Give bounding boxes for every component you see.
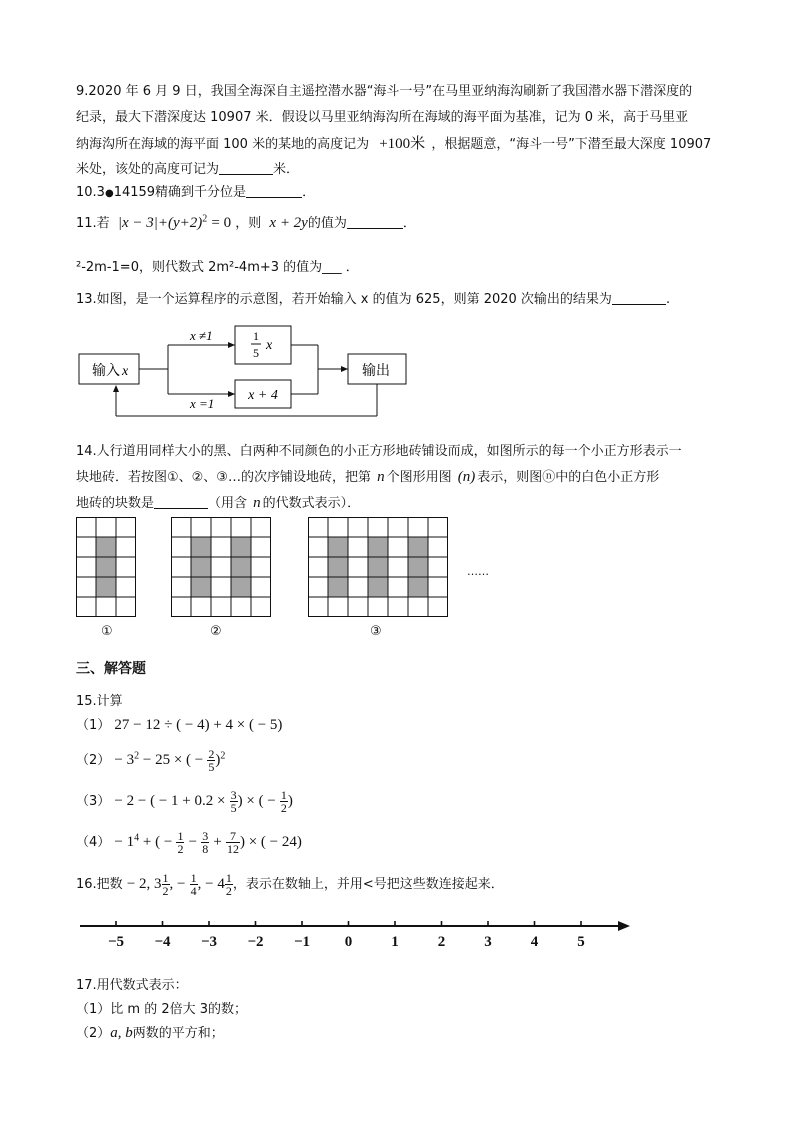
frac-den: 2 — [177, 842, 184, 856]
q9-answer-blank[interactable] — [219, 161, 273, 175]
q14-line3 — [76, 492, 360, 512]
q17-part2-vars: a, b — [110, 1025, 133, 1041]
dark-tile-column — [408, 537, 428, 597]
frac-den: 2 — [225, 884, 232, 898]
q15-part3-c: ) — [287, 793, 293, 809]
q11-eq: = 0 — [211, 215, 232, 231]
q14-grid-1 — [76, 517, 136, 617]
top-condition: x ≠1 — [190, 328, 213, 343]
bottom-box-expr: x + 4 — [248, 388, 278, 403]
q10-suffix: 精确到千分位是 — [155, 185, 247, 200]
q14-label-3: ③ — [370, 624, 382, 639]
q16-frac1 — [162, 872, 170, 897]
q15-part4-pow: 4 — [134, 832, 140, 844]
q9-line4-a: 米处，该处的高度可记为 — [76, 162, 220, 177]
q15-part3-label: （3） — [76, 794, 111, 809]
q14-grid-2 — [171, 517, 271, 617]
frac-num: 2 — [208, 747, 215, 761]
axis-tick-label: −5 — [107, 934, 125, 950]
q11-end: ． — [402, 216, 416, 231]
q15-part1-expr: 27 − 12 ÷ ( − 4) + 4 × ( − 5) — [114, 717, 283, 733]
frac-num: 1 — [177, 829, 184, 843]
q11 — [76, 212, 416, 232]
axis-tick-label: 3 — [484, 934, 492, 950]
q14-grid-3 — [308, 517, 448, 617]
q16-n3: , − 4 — [197, 876, 225, 892]
q10-dot: ● — [104, 188, 114, 199]
q15-part4-label: （4） — [76, 835, 111, 850]
q11-prefix: 11.若 — [76, 216, 110, 231]
frac-den: 8 — [202, 842, 209, 856]
q15-part3-a: − 2 − ( − 1 + 0.2 × — [114, 793, 226, 809]
q15-part4-frac2 — [201, 830, 209, 855]
q15-part2-pow2: 2 — [220, 750, 226, 762]
q14-line2 — [76, 466, 659, 486]
input-var: x — [122, 364, 129, 379]
q9-line4 — [76, 158, 299, 177]
q15-part2-b: − 25 × ( − — [139, 752, 204, 768]
axis-tick-label: −2 — [247, 934, 264, 950]
q16-n2: , − — [169, 876, 186, 892]
q14-line1: 14.人行道用同样大小的黑、白两种不同颜色的小正方形地砖铺设而成，如图所示的每一个小正方形表示一 — [76, 444, 682, 459]
frac-num: 1 — [190, 871, 197, 885]
q10-answer-blank[interactable] — [246, 184, 302, 198]
q15-part4 — [76, 830, 302, 855]
q15-title: 15.计算 — [76, 694, 123, 709]
axis-tick-label: 5 — [577, 934, 585, 950]
q10-end: ． — [302, 185, 316, 200]
output-label: 输出 — [362, 364, 390, 379]
q14-label-2: ② — [210, 624, 222, 639]
q13-text — [76, 288, 670, 307]
q15-part2 — [76, 748, 225, 773]
q14-n2: n — [253, 495, 261, 511]
frac-den: 5 — [208, 760, 215, 774]
q15-part4-b: + ( − — [139, 834, 173, 850]
q14-n: n — [377, 469, 385, 485]
frac-den: 2 — [280, 801, 287, 815]
q16-number-line — [76, 912, 636, 952]
top-box-denominator: 5 — [253, 346, 259, 360]
frac-den: 5 — [230, 801, 237, 815]
q15-part4-op2: + — [213, 834, 222, 850]
axis-tick-label: 0 — [344, 934, 353, 950]
q15-part2-label: （2） — [76, 753, 111, 768]
q15-part4-frac1 — [176, 830, 184, 855]
frac-num: 1 — [162, 871, 169, 885]
q10 — [76, 181, 315, 200]
q14-line2-c: 表示，则图ⓝ中的白色小正方形 — [477, 470, 660, 485]
frac-den: 2 — [162, 884, 169, 898]
q15-part1 — [76, 714, 282, 734]
q14-paren-n: (n) — [457, 469, 476, 485]
input-label: 输入 — [92, 364, 120, 379]
frac-den: 4 — [190, 884, 197, 898]
q11-then: ，则 — [235, 216, 262, 231]
q11-answer-blank[interactable] — [347, 215, 403, 229]
q9-line2: 纪录，最大下潜深度达 10907 米．假设以马里亚纳海沟所在海域的海平面为基准，记为 0 米，高于马里亚 — [76, 110, 689, 125]
q13-flow-diagram — [70, 318, 420, 422]
q16-prefix: 16.把数 — [76, 877, 123, 892]
axis-tick-label: 2 — [437, 934, 446, 950]
q15-part4-a: − 1 — [114, 834, 135, 850]
q14-line2-b: 个图形用图 — [386, 470, 452, 485]
q15-part3-frac2 — [280, 789, 288, 814]
q13-end: . — [665, 292, 671, 307]
frac-num: 1 — [225, 871, 232, 885]
dark-tile-column — [328, 537, 348, 597]
q15-part3-frac1 — [230, 789, 238, 814]
q14-ellipsis: …… — [467, 565, 489, 578]
q15-part3-b: ) × ( − — [237, 793, 276, 809]
q17-part2 — [76, 1022, 224, 1042]
q17-part1: （1）比 m 的 2倍大 3的数； — [76, 1002, 248, 1017]
top-box-var: x — [266, 338, 273, 353]
q15-part4-op1: − — [188, 834, 198, 850]
q16-suffix: ，表示在数轴上，并用<号把这些数连接起来． — [232, 877, 504, 892]
frac-num: 3 — [202, 829, 209, 843]
top-operation-box — [235, 326, 291, 364]
q9-line1: 9.2020 年 6 月 9 日，我国全海深自主遥控潜水器“海斗一号”在马里亚纳海沟刷新了我国潜水器下潜深度的 — [76, 84, 693, 99]
q9-line3-c: ，根据题意，“海斗一号”下潜至最大深度 10907 — [431, 137, 712, 152]
q14-line3-a: 地砖的块数是 — [76, 496, 155, 511]
dark-tile-column — [368, 537, 388, 597]
q16-n1: − 2, 3 — [126, 876, 162, 892]
q13-answer-blank[interactable] — [612, 291, 666, 305]
dark-tile-column — [231, 537, 251, 597]
dark-tile-column — [191, 537, 211, 597]
top-box-numerator: 1 — [253, 329, 259, 343]
q15-part1-label: （1） — [76, 718, 111, 733]
q10-prefix: 10.3 — [76, 185, 105, 200]
q14-answer-blank[interactable] — [154, 495, 208, 509]
q16-frac3 — [225, 872, 233, 897]
frac-den: 12 — [226, 842, 239, 856]
frac-num: 3 — [230, 788, 237, 802]
section-title: 三、解答题 — [76, 661, 146, 677]
q15-part3 — [76, 789, 293, 814]
frac-num: 1 — [280, 788, 287, 802]
q16 — [76, 872, 504, 897]
q17-part2-label: （2） — [76, 1026, 111, 1041]
q9-line3-a: 纳海沟所在海域的海平面 100 米的某地的高度记为 — [76, 137, 370, 152]
q15-part2-pow: 2 — [134, 750, 140, 762]
q15-part2-a: − 3 — [114, 752, 135, 768]
q11-value-text: 的值为 — [307, 216, 347, 231]
q11-expr: x + 2y — [269, 215, 308, 231]
q10-num: 14159 — [113, 185, 156, 200]
q11-power: 2 — [202, 213, 208, 225]
q15-part4-c: ) × ( − 24) — [239, 834, 302, 850]
q14-line2-a: 块地砖．若按图①、②、③…的次序铺设地砖，把第 — [76, 470, 371, 485]
q16-frac2 — [190, 872, 198, 897]
q14-line3-c: 的代数式表示）． — [262, 496, 361, 511]
q9-line3 — [76, 132, 711, 153]
q15-part4-frac3 — [226, 830, 240, 855]
bottom-condition: x =1 — [190, 396, 215, 411]
frac-num: 7 — [226, 830, 240, 843]
q17-title: 17.用代数式表示： — [76, 978, 188, 993]
q11-condition: |x − 3|+(y+2) — [117, 215, 203, 231]
axis-tick-label: −4 — [154, 934, 171, 950]
q9-line4-b: 米． — [273, 162, 300, 177]
axis-arrow — [618, 921, 630, 931]
q17-part2-text: 两数的平方和； — [132, 1026, 224, 1041]
axis-tick-label: −1 — [293, 934, 311, 950]
axis-tick-label: 4 — [530, 934, 539, 950]
q15-part2-c: ) — [215, 752, 221, 768]
axis-tick-label: 1 — [391, 934, 399, 950]
dark-tile-column — [96, 537, 116, 597]
q13-text-body: 13.如图，是一个运算程序的示意图，若开始输入 x 的值为 625，则第 2020 次输出的结果为 — [76, 292, 612, 307]
q9-plus100: +100米 — [379, 136, 426, 152]
axis-tick-label: −3 — [200, 934, 218, 950]
q12: ²-2m-1=0，则代数式 2m²-4m+3 的值为___ ． — [76, 260, 359, 275]
q14-line3-b: （用含 — [208, 496, 248, 511]
q14-label-1: ① — [101, 624, 113, 639]
